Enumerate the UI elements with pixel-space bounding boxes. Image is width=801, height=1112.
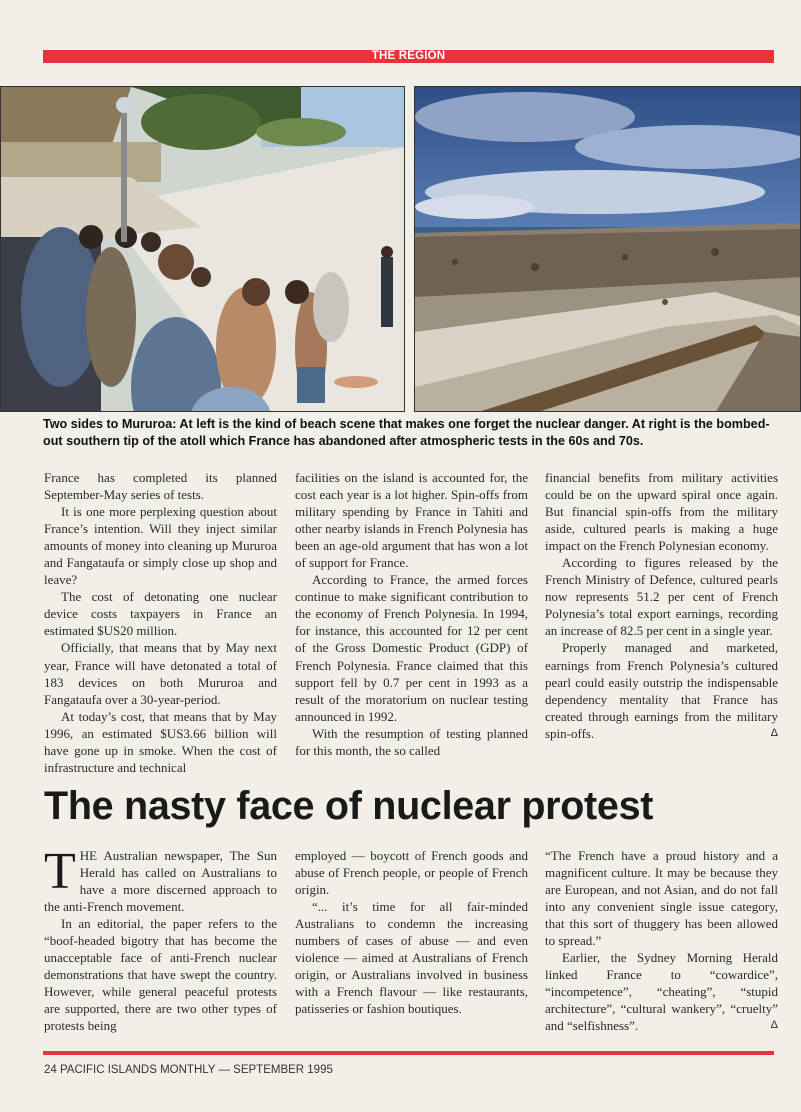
- article2-lead-paragraph: [44, 843, 277, 915]
- article2-paragraph: “The French have a proud history and a magnificent culture. It may be because they are European, and not Asian, and do not fall into any convenient single issue category, that this sort of thuggery has been allowed to spread.”: [545, 848, 778, 949]
- article1-paragraph: facilities on the island is accounted for, the cost each year is a lot higher. Spin-offs from military spending by France in Tahiti and other nearby islands in French Polynesia has been an age-old argument that has won a lot of support for France.: [295, 470, 528, 571]
- drop-cap: T: [44, 843, 76, 900]
- beach-scene-illustration: [1, 87, 405, 412]
- article2-lead-text: HE Australian newspaper, The Sun Herald has called on Australians to have a more discerned approach to the anti-French movement.: [44, 848, 277, 915]
- article1-paragraph: Officially, that means that by May next year, France will have detonated a total of 183 devices on both Mururoa and Fangataufa over a 30-year-period.: [44, 640, 277, 707]
- article2-column-1: [44, 843, 277, 1035]
- article2-paragraph: “... it’s time for all fair-minded Australians to condemn the increasing numbers of cases of abuse — and even violence — aimed at Australians of French origin, or Australians involved in business with a French flavour — like restaurants, patisseries or fashion boutiques.: [295, 899, 528, 1017]
- article1-paragraph: France has completed its planned September-May series of tests.: [44, 470, 277, 503]
- article1-paragraph: With the resumption of testing planned for this month, the so called: [295, 725, 528, 758]
- article2-paragraph: In an editorial, the paper refers to the “boof-headed bigotry that has become the unacceptable face of anti-French nuclear demonstrations that have swept the country. However, while general peaceful protests are supported, there are two other types of protests being: [44, 916, 277, 1034]
- article2-column-3: [545, 847, 778, 1035]
- article2-paragraph: employed — boycott of French goods and abuse of French people, or people of French origin.: [295, 848, 528, 898]
- page-footer: 24 PACIFIC ISLANDS MONTHLY — SEPTEMBER 1995: [44, 1064, 333, 1076]
- footer-rule: [43, 1051, 774, 1055]
- article2-paragraph: [545, 949, 778, 1034]
- article1-paragraph: At today’s cost, that means that by May 1996, an estimated $US3.66 billion will have gone up in smoke. When the cost of infrastructure and technical: [44, 708, 277, 775]
- article1-column-1: [44, 469, 277, 776]
- article2-last-text: Earlier, the Sydney Morning Herald linked France to “cowardice”, “incompetence”, “cheating”, “stupid architecture”, “cultural wankery”, “cruelty” and “selfishness”.: [545, 950, 778, 1034]
- article2-column-2: [295, 847, 528, 1017]
- end-of-article-mark: Δ: [770, 726, 778, 739]
- photo-caption: Two sides to Mururoa: At left is the kind of beach scene that makes one forget the nuclear danger. At right is the bombed-out southern tip of the atoll which France has abandoned after atmospheric tests in the 60s and 70s.: [43, 417, 770, 448]
- article1-paragraph: According to figures released by the French Ministry of Defence, cultured pearls now represents 51.2 per cent of French Polynesia’s total export earnings, recording an increase of 82.5 per cent in a single year.: [545, 555, 778, 639]
- article1-paragraph: The cost of detonating one nuclear device costs taxpayers in France an estimated $US20 million.: [44, 589, 277, 639]
- article1-column-2: [295, 469, 528, 759]
- article1-paragraph: According to France, the armed forces continue to make significant contribution to the economy of French Polynesia. In 1994, for instance, this accounted for 12 per cent of the Gross Domestic Product (GDP) of French Polynesia. France claimed that this support fell by 0.7 per cent in 1993 as a result of the moratorium on nuclear testing announced in 1992.: [295, 572, 528, 724]
- article1-paragraph: It is one more perplexing question about France’s intention. Will they inject similar amounts of money into cleaning up Mururoa and Fangataufa or simply close up shop and leave?: [44, 504, 277, 588]
- section-header: THE REGION: [43, 50, 774, 63]
- article1-paragraph: financial benefits from military activities could be on the upward spiral once again. But financial spin-offs from the military aside, cultured pearls is making a huge impact on the French Polynesian economy.: [545, 470, 778, 554]
- article1-last-text: Properly managed and marketed, earnings from French Polynesia’s cultured pearl could easily outstrip the indispensable dependency mentality that France has created through earnings from the military spin-offs.: [545, 640, 778, 741]
- beach-scene-photo: [0, 86, 405, 412]
- end-of-article-mark: Δ: [770, 1019, 778, 1032]
- atoll-tip-photo: [414, 86, 801, 412]
- atoll-illustration: [415, 87, 801, 412]
- article1-column-3: [545, 469, 778, 742]
- article1-paragraph: [545, 639, 778, 741]
- article-headline: The nasty face of nuclear protest: [44, 784, 654, 828]
